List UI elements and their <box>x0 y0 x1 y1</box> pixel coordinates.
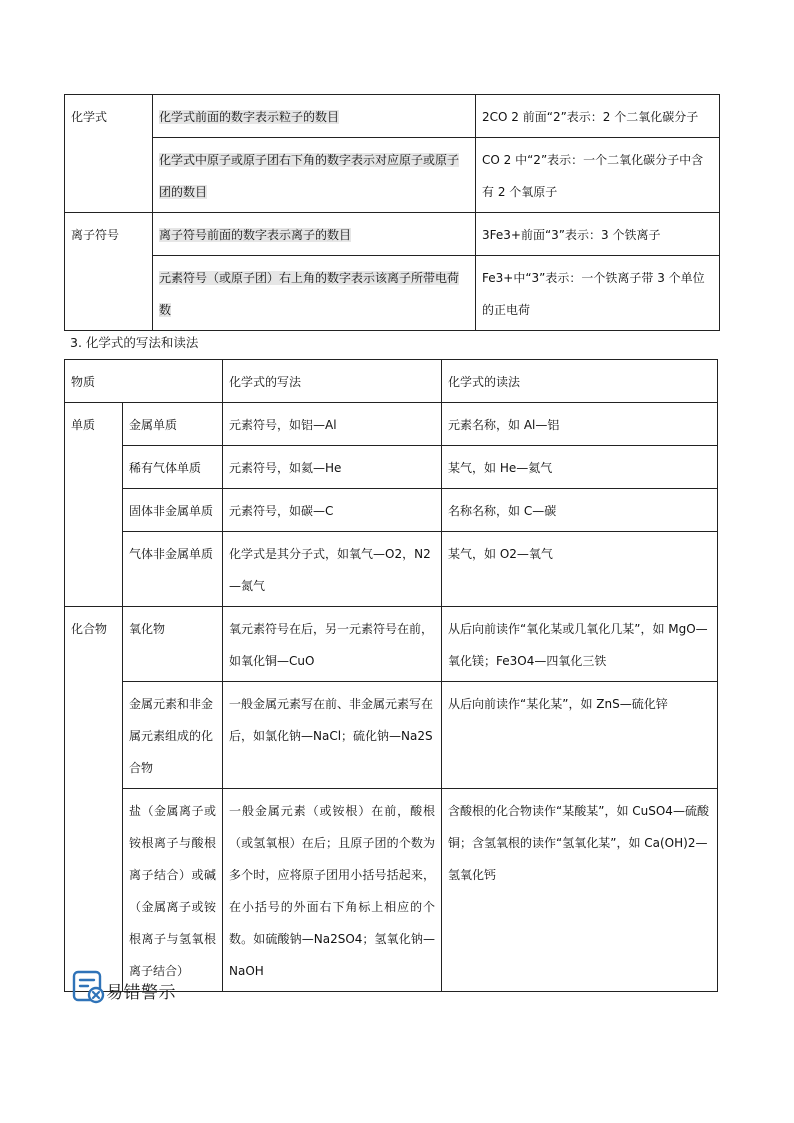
header-reading: 化学式的读法 <box>442 360 718 403</box>
formula-table <box>64 359 718 992</box>
reading-cell: 从后向前读作“氧化某或几氧化几某”，如 MgO—氧化镁；Fe3O4—四氧化三铁 <box>442 607 718 682</box>
sub-category: 稀有气体单质 <box>123 446 223 489</box>
meaning-cell: 化学式前面的数字表示粒子的数目 <box>153 95 476 138</box>
example-cell: CO 2 中“2”表示：一个二氧化碳分子中含有 2 个氧原子 <box>476 138 720 213</box>
category-compound: 化合物 <box>65 607 123 992</box>
notation-table <box>64 94 720 331</box>
row-label: 化学式 <box>65 95 153 213</box>
row-label: 离子符号 <box>65 213 153 331</box>
reading-cell: 从后向前读作“某化某”，如 ZnS—硫化锌 <box>442 682 718 789</box>
writing-cell: 元素符号，如氦—He <box>223 446 442 489</box>
table-row <box>65 138 720 213</box>
table-row <box>65 256 720 331</box>
sub-category: 盐（金属离子或铵根离子与酸根离子结合）或碱（金属离子或铵根离子与氢氧根离子结合） <box>123 789 223 992</box>
table-row <box>65 213 720 256</box>
warning-label: 易错警示 <box>106 983 176 1003</box>
sub-category: 氧化物 <box>123 607 223 682</box>
table-header-row <box>65 360 718 403</box>
reading-cell: 名称名称，如 C—碳 <box>442 489 718 532</box>
document-error-icon <box>72 970 106 1004</box>
writing-cell: 一般金属元素写在前、非金属元素写在后，如氯化钠—NaCl；硫化钠—Na2S <box>223 682 442 789</box>
meaning-cell: 离子符号前面的数字表示离子的数目 <box>153 213 476 256</box>
writing-cell: 化学式是其分子式，如氧气—O2，N2—氮气 <box>223 532 442 607</box>
sub-category: 金属元素和非金属元素组成的化合物 <box>123 682 223 789</box>
sub-category: 气体非金属单质 <box>123 532 223 607</box>
reading-cell: 含酸根的化合物读作“某酸某”，如 CuSO4—硫酸铜；含氢氧根的读作“氢氧化某”，如 Ca(OH)2—氢氧化钙 <box>442 789 718 992</box>
header-writing: 化学式的写法 <box>223 360 442 403</box>
section-title: 3. 化学式的写法和读法 <box>70 335 199 350</box>
meaning-cell: 元素符号（或原子团）右上角的数字表示该离子所带电荷数 <box>153 256 476 331</box>
reading-cell: 某气，如 He—氦气 <box>442 446 718 489</box>
example-cell: 2CO 2 前面“2”表示：2 个二氧化碳分子 <box>476 95 720 138</box>
category-simple: 单质 <box>65 403 123 607</box>
sub-category: 固体非金属单质 <box>123 489 223 532</box>
table-row <box>65 489 718 532</box>
writing-cell: 氧元素符号在后，另一元素符号在前，如氧化铜—CuO <box>223 607 442 682</box>
header-substance: 物质 <box>65 360 223 403</box>
table-row <box>65 607 718 682</box>
example-cell: Fe3+中“3”表示：一个铁离子带 3 个单位的正电荷 <box>476 256 720 331</box>
sub-category: 金属单质 <box>123 403 223 446</box>
table-row <box>65 789 718 992</box>
reading-cell: 元素名称，如 Al—铝 <box>442 403 718 446</box>
warning-heading <box>72 970 176 1004</box>
writing-cell: 元素符号，如碳—C <box>223 489 442 532</box>
table-row <box>65 446 718 489</box>
example-cell: 3Fe3+前面“3”表示：3 个铁离子 <box>476 213 720 256</box>
table-row <box>65 403 718 446</box>
table-row <box>65 532 718 607</box>
writing-cell: 一般金属元素（或铵根）在前，酸根（或氢氧根）在后；且原子团的个数为多个时，应将原子团用小括号括起来，在小括号的外面右下角标上相应的个数。如硫酸钠—Na2SO4；氢氧化钠—NaOH <box>223 789 442 992</box>
meaning-cell: 化学式中原子或原子团右下角的数字表示对应原子或原子团的数目 <box>153 138 476 213</box>
writing-cell: 元素符号，如铝—Al <box>223 403 442 446</box>
reading-cell: 某气，如 O2—氧气 <box>442 532 718 607</box>
table-row <box>65 95 720 138</box>
table-row <box>65 682 718 789</box>
